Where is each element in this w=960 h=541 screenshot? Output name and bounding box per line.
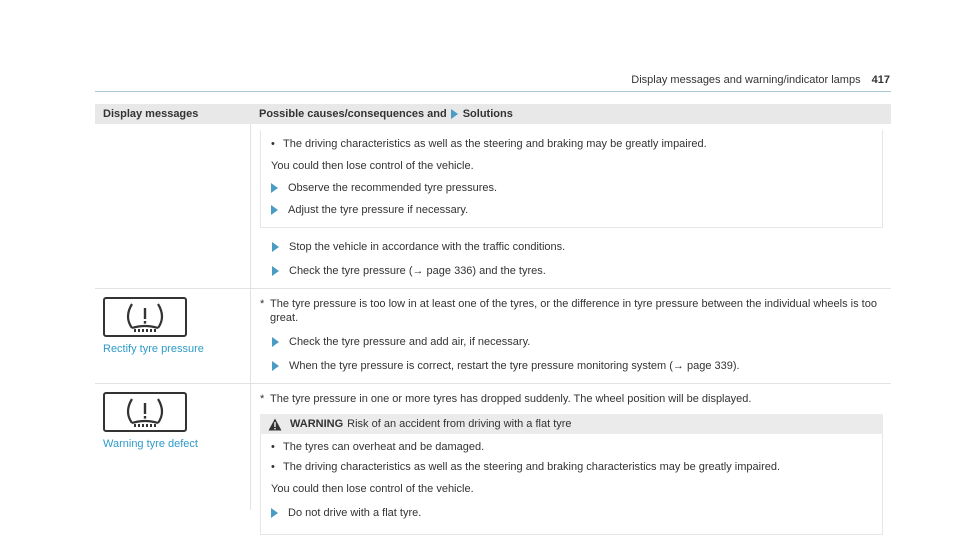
warning-continuation-box bbox=[260, 130, 883, 228]
table-row bbox=[95, 384, 891, 541]
col2-prefix: Possible causes/consequences and bbox=[259, 108, 447, 120]
table-row bbox=[95, 124, 891, 289]
solution-cell bbox=[251, 289, 891, 383]
step-arrow-icon bbox=[272, 242, 279, 252]
step-arrow-icon bbox=[271, 508, 278, 518]
step-arrow-icon bbox=[272, 337, 279, 347]
col2-suffix: Solutions bbox=[462, 108, 513, 120]
warning-label: WARNING bbox=[290, 418, 344, 430]
list-item: • The driving characteristics as well as the steering and braking characteristics may be greatly impaired. bbox=[271, 460, 872, 474]
note-item: * The tyre pressure in one or more tyres has dropped suddenly. The wheel position will be displayed. bbox=[260, 393, 752, 405]
page-header bbox=[631, 74, 890, 86]
step-arrow-icon bbox=[271, 205, 278, 215]
tyre-pressure-warning-icon bbox=[103, 297, 187, 337]
header-title: Display messages and warning/indicator lamps bbox=[631, 74, 861, 86]
header-divider bbox=[95, 91, 891, 92]
col-display-messages: Display messages bbox=[103, 108, 199, 120]
note-item: * The tyre pressure is too low in at least one of the tyres, or the difference in tyre pressure between the individual wheels is too great. bbox=[260, 298, 877, 324]
step-item: Adjust the tyre pressure if necessary. bbox=[271, 203, 872, 217]
message-cell bbox=[95, 289, 251, 383]
step-item: Do not drive with a flat tyre. bbox=[271, 506, 872, 520]
list-item: • The tyres can overheat and be damaged. bbox=[271, 440, 872, 454]
step-item: Observe the recommended tyre pressures. bbox=[271, 181, 872, 195]
step-item: Check the tyre pressure (→ page 336) and the tyres. bbox=[272, 264, 883, 278]
step-arrow-icon bbox=[451, 109, 458, 119]
table-row bbox=[95, 289, 891, 384]
tyre-pressure-warning-icon bbox=[103, 392, 187, 432]
step-item: Check the tyre pressure and add air, if necessary. bbox=[272, 335, 883, 349]
list-item: • The driving characteristics as well as the steering and braking may be greatly impaired. bbox=[271, 137, 872, 151]
step-arrow-icon bbox=[272, 266, 279, 276]
message-cell bbox=[95, 124, 251, 288]
warning-body bbox=[260, 434, 883, 535]
col-causes-solutions bbox=[251, 104, 891, 124]
paragraph: You could then lose control of the vehicle. bbox=[271, 160, 474, 172]
message-cell bbox=[95, 384, 251, 510]
page-number: 417 bbox=[871, 74, 890, 86]
solution-cell bbox=[251, 124, 891, 288]
warning-triangle-icon bbox=[268, 418, 282, 431]
solution-cell bbox=[251, 384, 891, 541]
step-arrow-icon bbox=[272, 361, 279, 371]
step-item: When the tyre pressure is correct, restart the tyre pressure monitoring system (→ page 339). bbox=[272, 359, 883, 373]
step-item: Stop the vehicle in accordance with the traffic conditions. bbox=[272, 240, 883, 254]
messages-table bbox=[95, 104, 891, 541]
warning-header bbox=[260, 414, 883, 434]
step-arrow-icon bbox=[271, 183, 278, 193]
paragraph: You could then lose control of the vehicle. bbox=[271, 483, 474, 495]
warning-text: Risk of an accident from driving with a flat tyre bbox=[347, 418, 572, 430]
table-header bbox=[95, 104, 891, 124]
message-label: Warning tyre defect bbox=[103, 438, 198, 450]
message-label: Rectify tyre pressure bbox=[103, 343, 204, 355]
